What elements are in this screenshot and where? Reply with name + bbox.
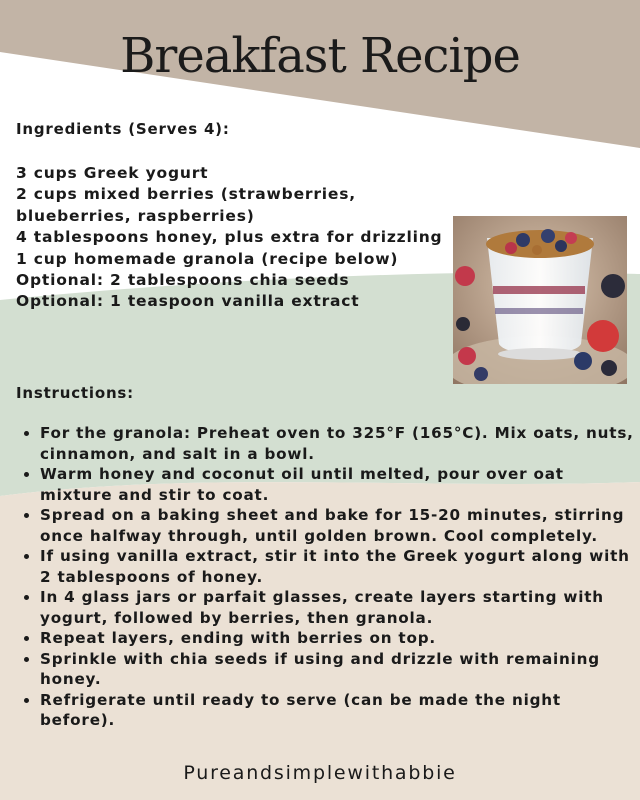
list-item: • Sprinkle with chia seeds if using and drizzle with remaining honey. [40, 649, 640, 690]
author-handle: Pureandsimplewithabbie [183, 762, 457, 784]
list-item: • Refrigerate until ready to serve (can be made the night before). [40, 690, 640, 731]
list-item: 3 cups Greek yogurt [16, 164, 209, 182]
list-item: • In 4 glass jars or parfait glasses, create layers starting with yogurt, followed by berries, then granola. [40, 587, 640, 628]
list-item: Optional: 1 teaspoon vanilla extract [16, 292, 360, 311]
list-item: • For the granola: Preheat oven to 325°F (165°C). Mix oats, nuts, cinnamon, and salt in a bowl. [40, 423, 640, 464]
yogurt-parfait-photo [453, 216, 627, 384]
ingredients-list [16, 163, 486, 313]
ingredients-heading: Ingredients (Serves 4): [16, 120, 230, 138]
list-item: 4 tablespoons honey, plus extra for drizzling [16, 228, 443, 247]
list-item: • If using vanilla extract, stir it into the Greek yogurt along with 2 tablespoons of honey. [40, 546, 640, 587]
list-item: 2 cups mixed berries (strawberries, blueberries, raspberries) [16, 185, 356, 225]
list-item: 1 cup homemade granola (recipe below) [16, 249, 399, 268]
list-item: • Spread on a baking sheet and bake for 15-20 minutes, stirring once halfway through, until golden brown. Cool completely. [40, 505, 640, 546]
page-title: Breakfast Recipe [120, 28, 520, 84]
list-item: • Repeat layers, ending with berries on top. [40, 628, 640, 649]
instructions-list [16, 423, 640, 731]
list-item: • Warm honey and coconut oil until melted, pour over oat mixture and stir to coat. [40, 464, 640, 505]
instructions-heading: Instructions: [16, 384, 134, 402]
list-item: Optional: 2 tablespoons chia seeds [16, 271, 350, 290]
